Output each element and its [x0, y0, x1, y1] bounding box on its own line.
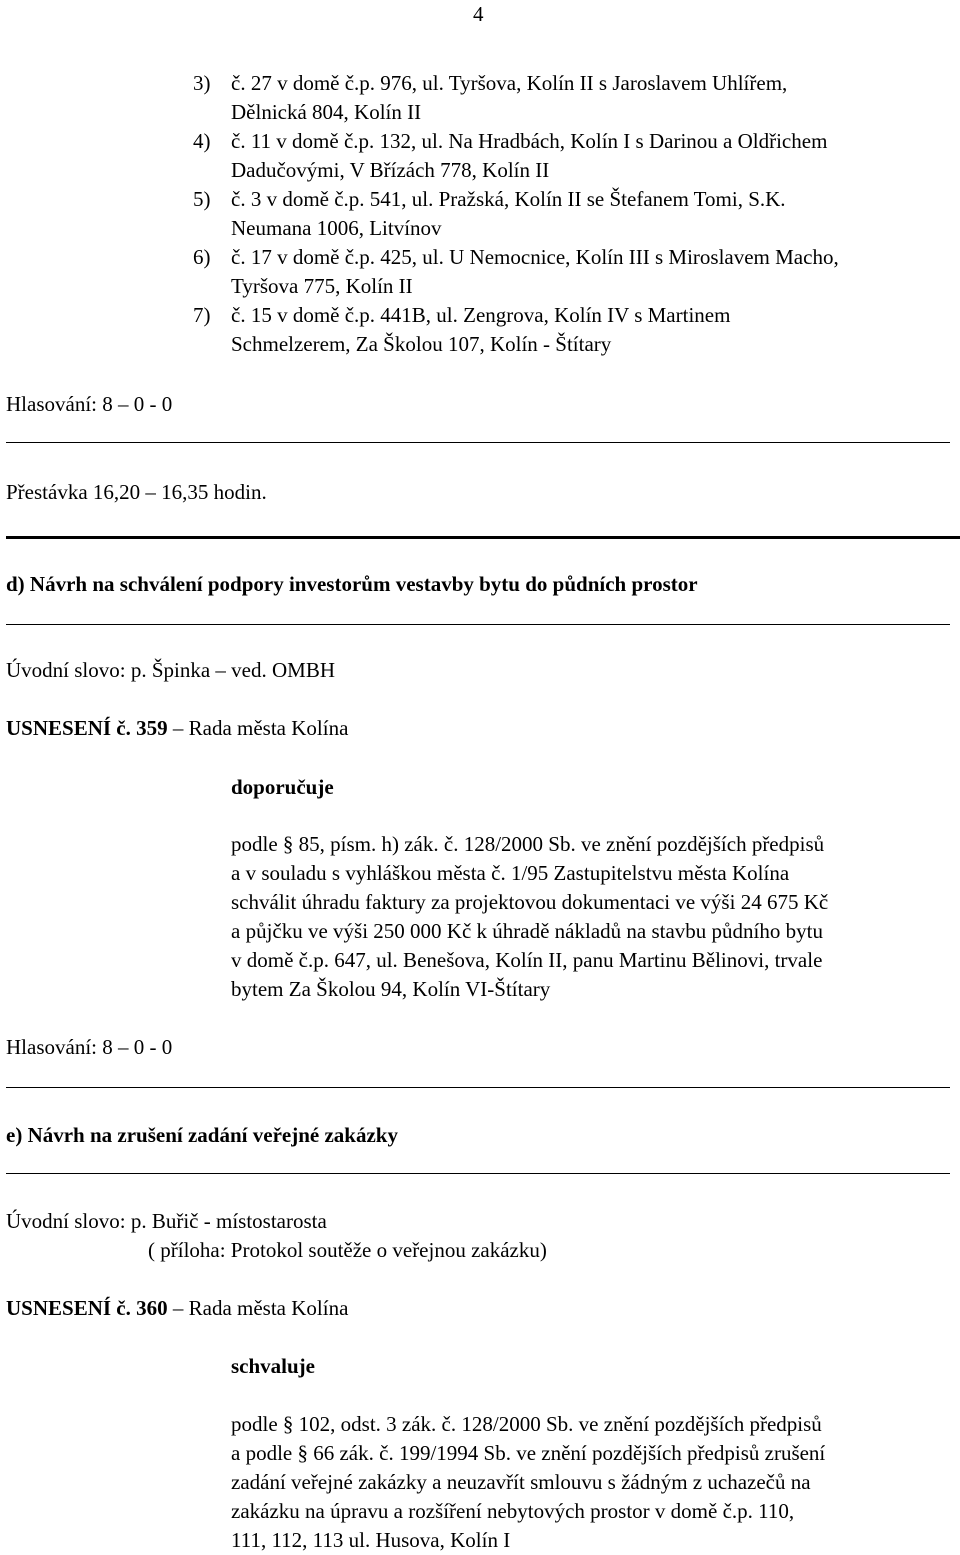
list-item-number: 4)	[193, 129, 211, 153]
text-line: 111, 112, 113 ul. Husova, Kolín I	[231, 1528, 511, 1552]
list-item-number: 6)	[193, 245, 211, 269]
attachment-note: ( příloha: Protokol soutěže o veřejnou zakázku)	[148, 1238, 547, 1262]
text-line: podle § 102, odst. 3 zák. č. 128/2000 Sb. ve znění pozdějších předpisů	[231, 1412, 822, 1436]
section-divider	[6, 536, 960, 539]
list-item	[193, 69, 960, 127]
list-item-number: 5)	[193, 187, 211, 211]
divider	[6, 1173, 950, 1174]
list-item-line: č. 15 v domě č.p. 441B, ul. Zengrova, Kolín IV s Martinem	[231, 303, 731, 327]
vote-result: Hlasování: 8 – 0 - 0	[6, 1035, 173, 1059]
intro-speaker: Úvodní slovo: p. Špinka – ved. OMBH	[6, 658, 336, 682]
resolution-verb: schvaluje	[231, 1354, 315, 1378]
list-item-line: č. 27 v domě č.p. 976, ul. Tyršova, Kolín II s Jaroslavem Uhlířem,	[231, 71, 788, 95]
text-line: a v souladu s vyhláškou města č. 1/95 Zastupitelstvu města Kolína	[231, 861, 790, 885]
lease-list	[193, 69, 960, 359]
list-item	[193, 301, 960, 359]
resolution-body: – Rada města Kolína	[167, 716, 349, 740]
text-line: v domě č.p. 647, ul. Benešova, Kolín II, panu Martinu Bělinovi, trvale	[231, 948, 823, 972]
resolution-number: USNESENÍ č. 359	[6, 716, 168, 740]
list-item	[193, 243, 960, 301]
resolution-line	[6, 1294, 348, 1323]
page-number: 4	[473, 2, 484, 26]
intro-speaker: Úvodní slovo: p. Buřič - místostarosta	[6, 1209, 327, 1233]
text-line: a půjčku ve výši 250 000 Kč k úhradě nákladů na stavbu půdního bytu	[231, 919, 823, 943]
list-item	[193, 127, 960, 185]
section-e-heading: e) Návrh na zrušení zadání veřejné zakázky	[6, 1123, 398, 1147]
list-item-line: Tyršova 775, Kolín II	[231, 274, 413, 298]
list-item-line: Dělnická 804, Kolín II	[231, 100, 422, 124]
list-item-line: Dadučovými, V Břízách 778, Kolín II	[231, 158, 550, 182]
divider	[6, 624, 950, 625]
text-line: zadání veřejné zakázky a neuzavřít smlouvu s žádným z uchazečů na	[231, 1470, 811, 1494]
resolution-body: – Rada města Kolína	[167, 1296, 349, 1320]
text-line: schválit úhradu faktury za projektovou dokumentaci ve výši 24 675 Kč	[231, 890, 829, 914]
list-item	[193, 185, 960, 243]
resolution-verb: doporučuje	[231, 775, 334, 799]
list-item-line: č. 3 v domě č.p. 541, ul. Pražská, Kolín II se Štefanem Tomi, S.K.	[231, 187, 786, 211]
list-item-number: 3)	[193, 71, 211, 95]
resolution-text	[231, 1410, 960, 1555]
resolution-number: USNESENÍ č. 360	[6, 1296, 168, 1320]
resolution-text	[231, 830, 960, 1004]
list-item-line: Neumana 1006, Litvínov	[231, 216, 442, 240]
vote-result: Hlasování: 8 – 0 - 0	[6, 392, 173, 416]
text-line: a podle § 66 zák. č. 199/1994 Sb. ve znění pozdějších předpisů zrušení	[231, 1441, 826, 1465]
break-note: Přestávka 16,20 – 16,35 hodin.	[6, 480, 267, 504]
divider	[6, 1087, 950, 1088]
list-item-line: č. 11 v domě č.p. 132, ul. Na Hradbách, Kolín I s Darinou a Oldřichem	[231, 129, 828, 153]
list-item-number: 7)	[193, 303, 211, 327]
text-line: podle § 85, písm. h) zák. č. 128/2000 Sb. ve znění pozdějších předpisů	[231, 832, 825, 856]
list-item-line: č. 17 v domě č.p. 425, ul. U Nemocnice, Kolín III s Miroslavem Macho,	[231, 245, 839, 269]
text-line: bytem Za Školou 94, Kolín VI-Štítary	[231, 977, 551, 1001]
text-line: zakázku na úpravu a rozšíření nebytových prostor v domě č.p. 110,	[231, 1499, 795, 1523]
list-item-line: Schmelzerem, Za Školou 107, Kolín - Štítary	[231, 332, 612, 356]
resolution-line	[6, 714, 348, 743]
section-d-heading: d) Návrh na schválení podpory investorům vestavby bytu do půdních prostor	[6, 572, 698, 596]
divider	[6, 442, 950, 443]
